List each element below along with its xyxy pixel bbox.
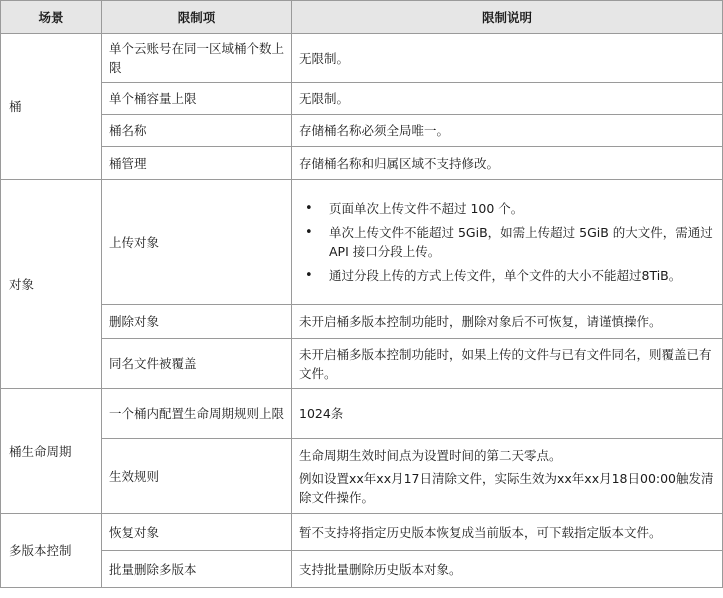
- limit-item-cell: 桶名称: [102, 115, 292, 147]
- scene-cell-bucket: 桶: [1, 34, 102, 180]
- list-item: • 单次上传文件不能超过 5GiB，如需上传超过 5GiB 的大文件，需通过 API 接口分段上传。: [299, 223, 715, 261]
- header-limit-description: 限制说明: [292, 1, 723, 34]
- limit-item-cell: 生效规则: [102, 439, 292, 514]
- effective-rule-example: 例如设置xx年xx月17日清除文件，实际生效为xx年xx月18日00:00触发清除文件操作。: [299, 470, 714, 505]
- header-row: [1, 1, 723, 34]
- table-row: [1, 389, 723, 439]
- limit-item-cell: 同名文件被覆盖: [102, 339, 292, 389]
- list-item: • 通过分段上传的方式上传文件，单个文件的大小不能超过8TiB。: [299, 266, 715, 285]
- limit-item-cell: 上传对象: [102, 180, 292, 305]
- limit-desc-cell: 未开启桶多版本控制功能时，删除对象后不可恢复，请谨慎操作。: [292, 305, 723, 339]
- limit-desc-cell: 存储桶名称必须全局唯一。: [292, 115, 723, 147]
- limit-desc-cell: 暂不支持将指定历史版本恢复成当前版本，可下载指定版本文件。: [292, 514, 723, 551]
- limit-desc-cell: 存储桶名称和归属区域不支持修改。: [292, 147, 723, 180]
- list-item: • 页面单次上传文件不超过 100 个。: [299, 199, 715, 218]
- table-row: [1, 514, 723, 551]
- upload-limit-list: [299, 199, 715, 285]
- scene-cell-versioning: 多版本控制: [1, 514, 102, 588]
- table-row: [1, 147, 723, 180]
- limit-item-cell: 恢复对象: [102, 514, 292, 551]
- limit-desc-cell: 未开启桶多版本控制功能时，如果上传的文件与已有文件同名，则覆盖已有文件。: [292, 339, 723, 389]
- table-row: [1, 305, 723, 339]
- table-row: [1, 83, 723, 115]
- limit-desc-cell: [292, 439, 723, 514]
- effective-rule-paragraph: 生命周期生效时间点为设置时间的第二天零点。: [299, 447, 562, 463]
- limit-desc-cell: [292, 180, 723, 305]
- limit-desc-cell: 无限制。: [292, 83, 723, 115]
- table-row: [1, 34, 723, 83]
- limit-desc-cell: 1024条: [292, 389, 723, 439]
- table-row: [1, 180, 723, 305]
- scene-cell-lifecycle: 桶生命周期: [1, 389, 102, 514]
- table-row: [1, 551, 723, 588]
- limit-item-cell: 一个桶内配置生命周期规则上限: [102, 389, 292, 439]
- limit-item-cell: 单个云账号在同一区域桶个数上限: [102, 34, 292, 83]
- limit-item-cell: 桶管理: [102, 147, 292, 180]
- limit-desc-cell: 支持批量删除历史版本对象。: [292, 551, 723, 588]
- limit-item-cell: 删除对象: [102, 305, 292, 339]
- limit-item-cell: 单个桶容量上限: [102, 83, 292, 115]
- header-limit-item: 限制项: [102, 1, 292, 34]
- scene-cell-object: 对象: [1, 180, 102, 389]
- limit-desc-cell: 无限制。: [292, 34, 723, 83]
- limit-item-cell: 批量删除多版本: [102, 551, 292, 588]
- table-row: [1, 115, 723, 147]
- table-row: [1, 339, 723, 389]
- header-scene: 场景: [1, 1, 102, 34]
- table-row: [1, 439, 723, 514]
